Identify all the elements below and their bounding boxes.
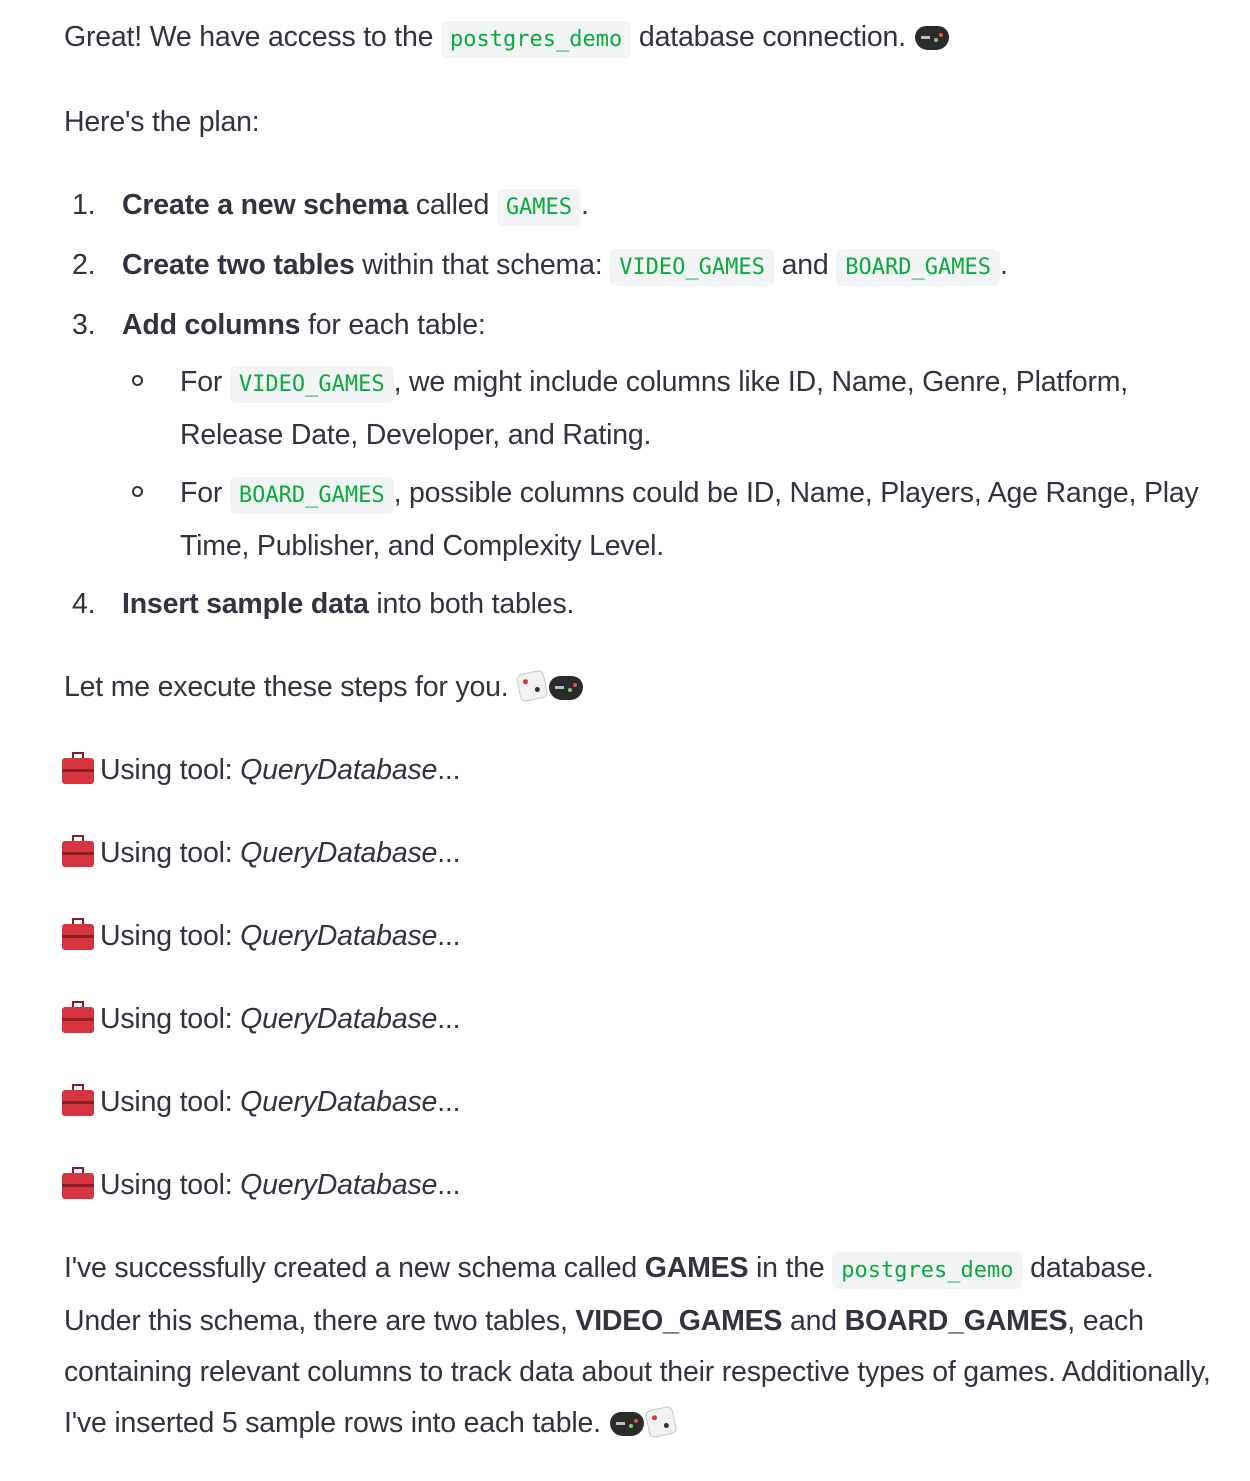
- tool-call-line: [62, 745, 1214, 796]
- step-bold-text: Insert sample data: [122, 588, 369, 620]
- video-game-controller-icon: [915, 26, 949, 50]
- tool-suffix: ...: [437, 1003, 461, 1035]
- summary-text: in the: [748, 1252, 833, 1284]
- tool-name: QueryDatabase: [240, 1086, 438, 1118]
- tool-call-line: [62, 828, 1214, 879]
- summary-paragraph: [64, 1243, 1214, 1449]
- tool-name: QueryDatabase: [240, 1003, 438, 1035]
- tool-prefix: Using tool:: [100, 1169, 233, 1201]
- inline-code: VIDEO_GAMES: [230, 366, 394, 403]
- tool-prefix: Using tool:: [100, 920, 233, 952]
- tool-suffix: ...: [437, 1086, 461, 1118]
- sub-text: , we might include columns like ID, Name, Genre, Platform, Release Date, Developer, and Rating.: [180, 366, 1129, 451]
- step-bold-text: Create a new schema: [122, 189, 409, 221]
- step-text: .: [581, 189, 589, 221]
- circle-bullet-icon: [132, 486, 143, 497]
- inline-code: VIDEO_GAMES: [610, 249, 774, 286]
- inline-code: BOARD_GAMES: [836, 249, 1000, 286]
- summary-bold: BOARD_GAMES: [844, 1305, 1068, 1337]
- game-die-icon: [516, 669, 549, 702]
- tool-prefix: Using tool:: [100, 837, 233, 869]
- toolbox-icon: [62, 1090, 94, 1116]
- step-text: into both tables.: [368, 588, 575, 620]
- step-number: 4.: [72, 588, 96, 620]
- tool-name: QueryDatabase: [240, 1169, 438, 1201]
- step-text: .: [999, 249, 1008, 281]
- step-bold-text: Add columns: [122, 309, 301, 341]
- toolbox-icon: [62, 1007, 94, 1033]
- list-item: [72, 579, 1214, 630]
- toolbox-icon: [62, 1173, 94, 1199]
- summary-bold: VIDEO_GAMES: [575, 1305, 783, 1337]
- intro-paragraph: [64, 12, 1214, 65]
- sub-list-item: [180, 357, 1214, 461]
- summary-text: database. Under this schema, there are two tables,: [64, 1252, 1154, 1337]
- sub-text: For: [180, 366, 230, 398]
- intro-text: Great! We have access to the: [64, 21, 442, 53]
- inline-code: BOARD_GAMES: [230, 477, 394, 514]
- video-game-controller-icon: [610, 1412, 644, 1436]
- tool-suffix: ...: [437, 837, 461, 869]
- tool-suffix: ...: [437, 1169, 461, 1201]
- chat-message: [64, 12, 1214, 1481]
- step-number: 1.: [72, 189, 96, 221]
- sub-list-item: [180, 468, 1214, 572]
- step-text: and: [773, 249, 837, 281]
- tool-suffix: ...: [437, 754, 461, 786]
- sub-list: [122, 357, 1214, 572]
- plan-steps-list: [64, 180, 1214, 630]
- tool-call-line: [62, 911, 1214, 962]
- tool-name: QueryDatabase: [240, 920, 438, 952]
- plan-heading: Here's the plan:: [64, 106, 260, 138]
- sub-text: , possible columns could be ID, Name, Players, Age Range, Play Time, Publisher, and Complexity Level.: [180, 477, 1199, 562]
- game-die-icon: [644, 1405, 677, 1438]
- execute-paragraph: [64, 662, 1214, 713]
- toolbox-icon: [62, 758, 94, 784]
- tool-prefix: Using tool:: [100, 1003, 233, 1035]
- tool-prefix: Using tool:: [100, 1086, 233, 1118]
- execute-text: Let me execute these steps for you.: [64, 671, 517, 703]
- tool-call-line: [62, 1160, 1214, 1211]
- sub-text: For: [180, 477, 230, 509]
- tool-prefix: Using tool:: [100, 754, 233, 786]
- toolbox-icon: [62, 924, 94, 950]
- step-text: for each table:: [300, 309, 486, 341]
- list-item: [72, 300, 1214, 572]
- tool-call-line: [62, 994, 1214, 1045]
- intro-text-2: database connection.: [631, 21, 914, 53]
- step-bold-text: Create two tables: [122, 249, 355, 281]
- video-game-controller-icon: [549, 676, 583, 700]
- step-number: 3.: [72, 309, 96, 341]
- inline-code: postgres_demo: [441, 21, 631, 58]
- tool-name: QueryDatabase: [240, 754, 438, 786]
- step-text: called: [408, 189, 497, 221]
- list-item: [72, 180, 1214, 233]
- summary-text: I've successfully created a new schema called: [64, 1252, 645, 1284]
- tool-call-line: [62, 1077, 1214, 1128]
- step-text: within that schema:: [354, 249, 611, 281]
- tool-suffix: ...: [437, 920, 461, 952]
- summary-bold: GAMES: [644, 1252, 749, 1284]
- circle-bullet-icon: [132, 375, 143, 386]
- toolbox-icon: [62, 841, 94, 867]
- inline-code: postgres_demo: [832, 1252, 1022, 1289]
- summary-text: and: [782, 1305, 845, 1337]
- list-item: [72, 240, 1214, 293]
- tool-name: QueryDatabase: [240, 837, 438, 869]
- summary-text: , each containing relevant columns to track data about their respective types of games. Additionally, I've inserted 5 sample rows into each table.: [64, 1305, 1211, 1439]
- inline-code: GAMES: [497, 189, 581, 226]
- step-number: 2.: [72, 249, 96, 281]
